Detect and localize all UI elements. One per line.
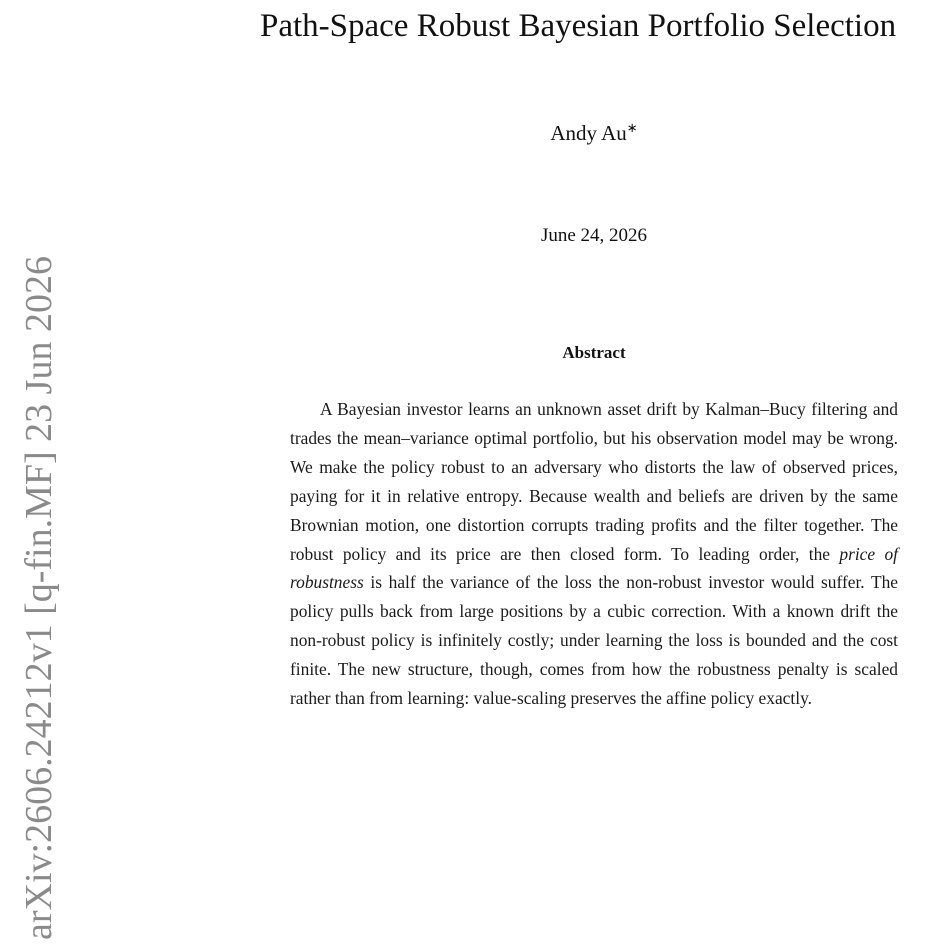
author-footnote-mark: ∗	[626, 120, 638, 135]
arxiv-identifier-stamp: arXiv:2606.24212v1 [q-fin.MF] 23 Jun 2026	[18, 256, 60, 940]
abstract-emphasis: price of robustness	[290, 543, 899, 593]
abstract-heading: Abstract	[562, 343, 626, 362]
abstract-body	[290, 395, 898, 713]
abstract-text-part-1: A Bayesian investor learns an unknown asset drift by Kalman–Bucy filtering and trades the mean–variance optimal portfolio, but his observation model may be wrong. We make the policy robust to an adversary who distorts the law of observed prices, paying for it in relative entropy. Because wealth and beliefs are driven by the same Brownian motion, one distortion corrupts trading profits and the filter together. The robust policy and its price are then closed form. To leading order, the	[290, 399, 898, 564]
paper-date: June 24, 2026	[540, 225, 648, 246]
abstract-text-part-2: is half the variance of the loss the non-robust investor would suffer. The policy pulls back from large positions by a cubic correction. With a known drift the non-robust policy is infinitely costly; under learning the loss is bounded and the cost finite. The new structure, though, comes from how the robustness penalty is scaled rather than from learning: value-scaling preserves the affine policy exactly.	[290, 572, 898, 709]
author-name: Andy Au	[550, 121, 627, 145]
author-line	[290, 120, 898, 146]
paper-title: Path-Space Robust Bayesian Portfolio Selection	[260, 8, 897, 44]
